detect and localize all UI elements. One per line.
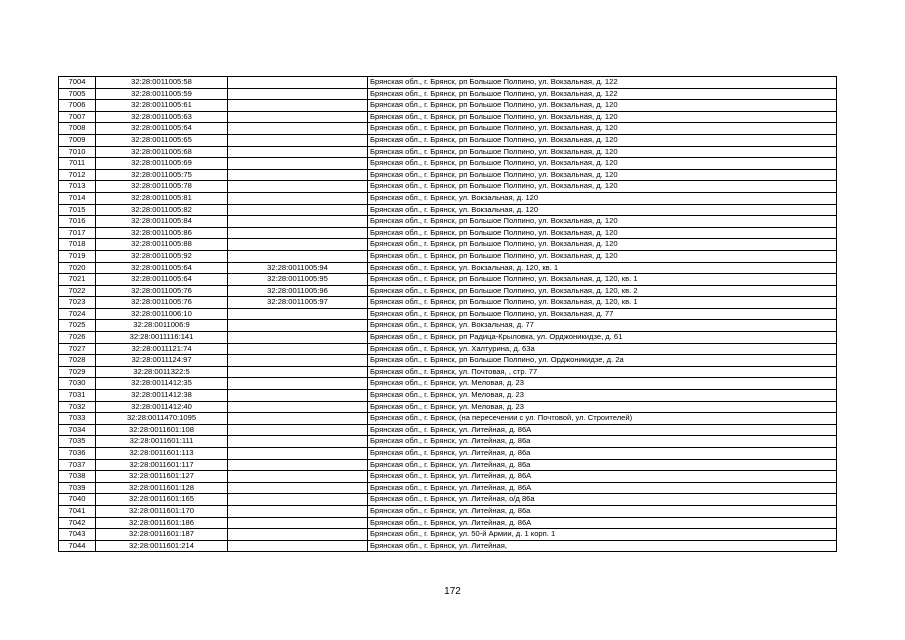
row-number-cell: 7009 bbox=[59, 134, 96, 146]
cadastral-number-cell: 32:28:0011412:35 bbox=[96, 378, 228, 390]
address-cell: Брянская обл., г. Брянск, рп Большое Полпино, ул. Вокзальная, д. 120 bbox=[368, 111, 837, 123]
linked-cadastral-number-cell bbox=[228, 227, 368, 239]
address-cell: Брянская обл., г. Брянск, ул. Литейная, д. 86а bbox=[368, 448, 837, 460]
document-sheet bbox=[58, 76, 837, 552]
linked-cadastral-number-cell bbox=[228, 158, 368, 170]
linked-cadastral-number-cell bbox=[228, 390, 368, 402]
table-row bbox=[59, 169, 837, 181]
table-row bbox=[59, 448, 837, 460]
address-cell: Брянская обл., г. Брянск, ул. Халтурина, д. 63а bbox=[368, 343, 837, 355]
table-row bbox=[59, 320, 837, 332]
cadastral-number-cell: 32:28:0011005:81 bbox=[96, 192, 228, 204]
address-cell: Брянская обл., г. Брянск, ул. Литейная, д. 86а bbox=[368, 459, 837, 471]
linked-cadastral-number-cell: 32:28:0011005:97 bbox=[228, 297, 368, 309]
table-row bbox=[59, 239, 837, 251]
row-number-cell: 7031 bbox=[59, 390, 96, 402]
cadastral-number-cell: 32:28:0011005:64 bbox=[96, 262, 228, 274]
row-number-cell: 7037 bbox=[59, 459, 96, 471]
row-number-cell: 7028 bbox=[59, 355, 96, 367]
row-number-cell: 7038 bbox=[59, 471, 96, 483]
address-cell: Брянская обл., г. Брянск, (на пересечении с ул. Почтовой, ул. Строителей) bbox=[368, 413, 837, 425]
address-cell: Брянская обл., г. Брянск, ул. Вокзальная, д. 77 bbox=[368, 320, 837, 332]
cadastral-number-cell: 32:28:0011470:1095 bbox=[96, 413, 228, 425]
cadastral-number-cell: 32:28:0011601:127 bbox=[96, 471, 228, 483]
row-number-cell: 7007 bbox=[59, 111, 96, 123]
linked-cadastral-number-cell bbox=[228, 123, 368, 135]
cadastral-number-cell: 32:28:0011005:61 bbox=[96, 100, 228, 112]
linked-cadastral-number-cell bbox=[228, 332, 368, 344]
cadastral-number-cell: 32:28:0011005:76 bbox=[96, 297, 228, 309]
table-row bbox=[59, 123, 837, 135]
table-row bbox=[59, 181, 837, 193]
cadastral-number-cell: 32:28:0011601:187 bbox=[96, 529, 228, 541]
row-number-cell: 7008 bbox=[59, 123, 96, 135]
row-number-cell: 7022 bbox=[59, 285, 96, 297]
table-row bbox=[59, 471, 837, 483]
table-row bbox=[59, 366, 837, 378]
address-cell: Брянская обл., г. Брянск, рп Большое Полпино, ул. Вокзальная, д. 120, кв. 1 bbox=[368, 274, 837, 286]
cadastral-number-cell: 32:28:0011322:5 bbox=[96, 366, 228, 378]
table-row bbox=[59, 146, 837, 158]
linked-cadastral-number-cell bbox=[228, 517, 368, 529]
table-row bbox=[59, 227, 837, 239]
table-row bbox=[59, 262, 837, 274]
row-number-cell: 7012 bbox=[59, 169, 96, 181]
address-cell: Брянская обл., г. Брянск, ул. Литейная, д. 86А bbox=[368, 471, 837, 483]
registry-table bbox=[58, 76, 837, 552]
table-row bbox=[59, 308, 837, 320]
table-row bbox=[59, 158, 837, 170]
row-number-cell: 7015 bbox=[59, 204, 96, 216]
row-number-cell: 7016 bbox=[59, 216, 96, 228]
cadastral-number-cell: 32:28:0011412:40 bbox=[96, 401, 228, 413]
address-cell: Брянская обл., г. Брянск, ул. Почтовая, , стр. 77 bbox=[368, 366, 837, 378]
cadastral-number-cell: 32:28:0011005:76 bbox=[96, 285, 228, 297]
address-cell: Брянская обл., г. Брянск, рп Большое Полпино, ул. Вокзальная, д. 77 bbox=[368, 308, 837, 320]
cadastral-number-cell: 32:28:0011124:97 bbox=[96, 355, 228, 367]
cadastral-number-cell: 32:28:0011005:65 bbox=[96, 134, 228, 146]
linked-cadastral-number-cell bbox=[228, 216, 368, 228]
cadastral-number-cell: 32:28:0011005:78 bbox=[96, 181, 228, 193]
linked-cadastral-number-cell bbox=[228, 471, 368, 483]
row-number-cell: 7034 bbox=[59, 424, 96, 436]
linked-cadastral-number-cell bbox=[228, 448, 368, 460]
row-number-cell: 7026 bbox=[59, 332, 96, 344]
linked-cadastral-number-cell: 32:28:0011005:94 bbox=[228, 262, 368, 274]
row-number-cell: 7043 bbox=[59, 529, 96, 541]
address-cell: Брянская обл., г. Брянск, ул. Вокзальная, д. 120 bbox=[368, 192, 837, 204]
table-row bbox=[59, 390, 837, 402]
linked-cadastral-number-cell bbox=[228, 192, 368, 204]
linked-cadastral-number-cell bbox=[228, 146, 368, 158]
row-number-cell: 7036 bbox=[59, 448, 96, 460]
cadastral-number-cell: 32:28:0011601:165 bbox=[96, 494, 228, 506]
registry-table-body bbox=[59, 77, 837, 552]
row-number-cell: 7019 bbox=[59, 250, 96, 262]
row-number-cell: 7020 bbox=[59, 262, 96, 274]
linked-cadastral-number-cell bbox=[228, 494, 368, 506]
table-row bbox=[59, 274, 837, 286]
row-number-cell: 7011 bbox=[59, 158, 96, 170]
cadastral-number-cell: 32:28:0011005:59 bbox=[96, 88, 228, 100]
table-row bbox=[59, 459, 837, 471]
linked-cadastral-number-cell bbox=[228, 378, 368, 390]
linked-cadastral-number-cell: 32:28:0011005:95 bbox=[228, 274, 368, 286]
linked-cadastral-number-cell bbox=[228, 77, 368, 89]
table-row bbox=[59, 517, 837, 529]
cadastral-number-cell: 32:28:0011601:214 bbox=[96, 540, 228, 552]
table-row bbox=[59, 134, 837, 146]
address-cell: Брянская обл., г. Брянск, рп Большое Полпино, ул. Вокзальная, д. 120 bbox=[368, 216, 837, 228]
linked-cadastral-number-cell bbox=[228, 308, 368, 320]
table-row bbox=[59, 540, 837, 552]
row-number-cell: 7013 bbox=[59, 181, 96, 193]
table-row bbox=[59, 505, 837, 517]
address-cell: Брянская обл., г. Брянск, ул. Литейная, д. 86А bbox=[368, 517, 837, 529]
address-cell: Брянская обл., г. Брянск, рп Большое Полпино, ул. Вокзальная, д. 120 bbox=[368, 158, 837, 170]
linked-cadastral-number-cell bbox=[228, 459, 368, 471]
row-number-cell: 7010 bbox=[59, 146, 96, 158]
address-cell: Брянская обл., г. Брянск, рп Большое Полпино, ул. Вокзальная, д. 122 bbox=[368, 88, 837, 100]
linked-cadastral-number-cell bbox=[228, 436, 368, 448]
cadastral-number-cell: 32:28:0011006:9 bbox=[96, 320, 228, 332]
table-row bbox=[59, 297, 837, 309]
address-cell: Брянская обл., г. Брянск, ул. Литейная, д. 86а bbox=[368, 436, 837, 448]
address-cell: Брянская обл., г. Брянск, ул. Меловая, д. 23 bbox=[368, 401, 837, 413]
row-number-cell: 7029 bbox=[59, 366, 96, 378]
cadastral-number-cell: 32:28:0011005:68 bbox=[96, 146, 228, 158]
address-cell: Брянская обл., г. Брянск, ул. 50-й Армии, д. 1 корп. 1 bbox=[368, 529, 837, 541]
address-cell: Брянская обл., г. Брянск, рп Большое Полпино, ул. Вокзальная, д. 120 bbox=[368, 227, 837, 239]
row-number-cell: 7035 bbox=[59, 436, 96, 448]
table-row bbox=[59, 88, 837, 100]
linked-cadastral-number-cell bbox=[228, 239, 368, 251]
address-cell: Брянская обл., г. Брянск, рп Большое Полпино, ул. Вокзальная, д. 120 bbox=[368, 250, 837, 262]
linked-cadastral-number-cell bbox=[228, 482, 368, 494]
cadastral-number-cell: 32:28:0011601:111 bbox=[96, 436, 228, 448]
address-cell: Брянская обл., г. Брянск, рп Большое Полпино, ул. Вокзальная, д. 120, кв. 2 bbox=[368, 285, 837, 297]
cadastral-number-cell: 32:28:0011412:38 bbox=[96, 390, 228, 402]
cadastral-number-cell: 32:28:0011601:117 bbox=[96, 459, 228, 471]
row-number-cell: 7039 bbox=[59, 482, 96, 494]
linked-cadastral-number-cell bbox=[228, 204, 368, 216]
address-cell: Брянская обл., г. Брянск, ул. Литейная, о/д 86а bbox=[368, 494, 837, 506]
row-number-cell: 7018 bbox=[59, 239, 96, 251]
table-row bbox=[59, 378, 837, 390]
row-number-cell: 7032 bbox=[59, 401, 96, 413]
row-number-cell: 7005 bbox=[59, 88, 96, 100]
cadastral-number-cell: 32:28:0011005:63 bbox=[96, 111, 228, 123]
linked-cadastral-number-cell bbox=[228, 366, 368, 378]
linked-cadastral-number-cell bbox=[228, 320, 368, 332]
address-cell: Брянская обл., г. Брянск, рп Большое Полпино, ул. Орджоникидзе, д. 2а bbox=[368, 355, 837, 367]
table-row bbox=[59, 529, 837, 541]
table-row bbox=[59, 192, 837, 204]
table-row bbox=[59, 77, 837, 89]
row-number-cell: 7006 bbox=[59, 100, 96, 112]
address-cell: Брянская обл., г. Брянск, ул. Литейная, bbox=[368, 540, 837, 552]
linked-cadastral-number-cell bbox=[228, 88, 368, 100]
address-cell: Брянская обл., г. Брянск, рп Большое Полпино, ул. Вокзальная, д. 120, кв. 1 bbox=[368, 297, 837, 309]
table-row bbox=[59, 343, 837, 355]
cadastral-number-cell: 32:28:0011005:86 bbox=[96, 227, 228, 239]
cadastral-number-cell: 32:28:0011005:64 bbox=[96, 274, 228, 286]
cadastral-number-cell: 32:28:0011005:82 bbox=[96, 204, 228, 216]
table-row bbox=[59, 216, 837, 228]
linked-cadastral-number-cell bbox=[228, 355, 368, 367]
cadastral-number-cell: 32:28:0011005:92 bbox=[96, 250, 228, 262]
row-number-cell: 7041 bbox=[59, 505, 96, 517]
linked-cadastral-number-cell bbox=[228, 401, 368, 413]
address-cell: Брянская обл., г. Брянск, рп Большое Полпино, ул. Вокзальная, д. 120 bbox=[368, 239, 837, 251]
linked-cadastral-number-cell bbox=[228, 134, 368, 146]
row-number-cell: 7023 bbox=[59, 297, 96, 309]
row-number-cell: 7021 bbox=[59, 274, 96, 286]
table-row bbox=[59, 355, 837, 367]
cadastral-number-cell: 32:28:0011601:170 bbox=[96, 505, 228, 517]
row-number-cell: 7044 bbox=[59, 540, 96, 552]
linked-cadastral-number-cell bbox=[228, 505, 368, 517]
table-row bbox=[59, 111, 837, 123]
address-cell: Брянская обл., г. Брянск, ул. Литейная, д. 86а bbox=[368, 505, 837, 517]
table-row bbox=[59, 413, 837, 425]
linked-cadastral-number-cell bbox=[228, 540, 368, 552]
cadastral-number-cell: 32:28:0011601:128 bbox=[96, 482, 228, 494]
address-cell: Брянская обл., г. Брянск, рп Большое Полпино, ул. Вокзальная, д. 120 bbox=[368, 134, 837, 146]
cadastral-number-cell: 32:28:0011005:75 bbox=[96, 169, 228, 181]
table-row bbox=[59, 332, 837, 344]
address-cell: Брянская обл., г. Брянск, рп Большое Полпино, ул. Вокзальная, д. 122 bbox=[368, 77, 837, 89]
table-row bbox=[59, 100, 837, 112]
linked-cadastral-number-cell bbox=[228, 100, 368, 112]
table-row bbox=[59, 436, 837, 448]
linked-cadastral-number-cell bbox=[228, 111, 368, 123]
linked-cadastral-number-cell bbox=[228, 250, 368, 262]
address-cell: Брянская обл., г. Брянск, ул. Литейная, д. 86А bbox=[368, 424, 837, 436]
linked-cadastral-number-cell bbox=[228, 169, 368, 181]
table-row bbox=[59, 424, 837, 436]
linked-cadastral-number-cell bbox=[228, 424, 368, 436]
cadastral-number-cell: 32:28:0011005:84 bbox=[96, 216, 228, 228]
linked-cadastral-number-cell bbox=[228, 181, 368, 193]
table-row bbox=[59, 250, 837, 262]
table-row bbox=[59, 494, 837, 506]
cadastral-number-cell: 32:28:0011005:88 bbox=[96, 239, 228, 251]
table-row bbox=[59, 401, 837, 413]
address-cell: Брянская обл., г. Брянск, ул. Меловая, д. 23 bbox=[368, 378, 837, 390]
linked-cadastral-number-cell bbox=[228, 343, 368, 355]
cadastral-number-cell: 32:28:0011116:141 bbox=[96, 332, 228, 344]
row-number-cell: 7030 bbox=[59, 378, 96, 390]
row-number-cell: 7040 bbox=[59, 494, 96, 506]
address-cell: Брянская обл., г. Брянск, рп Большое Полпино, ул. Вокзальная, д. 120 bbox=[368, 146, 837, 158]
address-cell: Брянская обл., г. Брянск, ул. Вокзальная, д. 120 bbox=[368, 204, 837, 216]
linked-cadastral-number-cell: 32:28:0011005:96 bbox=[228, 285, 368, 297]
row-number-cell: 7004 bbox=[59, 77, 96, 89]
address-cell: Брянская обл., г. Брянск, ул. Литейная, д. 86А bbox=[368, 482, 837, 494]
row-number-cell: 7014 bbox=[59, 192, 96, 204]
cadastral-number-cell: 32:28:0011005:64 bbox=[96, 123, 228, 135]
cadastral-number-cell: 32:28:0011006:10 bbox=[96, 308, 228, 320]
cadastral-number-cell: 32:28:0011601:108 bbox=[96, 424, 228, 436]
row-number-cell: 7025 bbox=[59, 320, 96, 332]
cadastral-number-cell: 32:28:0011601:186 bbox=[96, 517, 228, 529]
cadastral-number-cell: 32:28:0011121:74 bbox=[96, 343, 228, 355]
cadastral-number-cell: 32:28:0011005:69 bbox=[96, 158, 228, 170]
address-cell: Брянская обл., г. Брянск, рп Большое Полпино, ул. Вокзальная, д. 120 bbox=[368, 123, 837, 135]
row-number-cell: 7042 bbox=[59, 517, 96, 529]
row-number-cell: 7033 bbox=[59, 413, 96, 425]
address-cell: Брянская обл., г. Брянск, ул. Вокзальная, д. 120, кв. 1 bbox=[368, 262, 837, 274]
address-cell: Брянская обл., г. Брянск, ул. Меловая, д. 23 bbox=[368, 390, 837, 402]
address-cell: Брянская обл., г. Брянск, рп Большое Полпино, ул. Вокзальная, д. 120 bbox=[368, 169, 837, 181]
row-number-cell: 7017 bbox=[59, 227, 96, 239]
table-row bbox=[59, 204, 837, 216]
linked-cadastral-number-cell bbox=[228, 413, 368, 425]
address-cell: Брянская обл., г. Брянск, рп Большое Полпино, ул. Вокзальная, д. 120 bbox=[368, 100, 837, 112]
table-row bbox=[59, 285, 837, 297]
address-cell: Брянская обл., г. Брянск, рп Большое Полпино, ул. Вокзальная, д. 120 bbox=[368, 181, 837, 193]
cadastral-number-cell: 32:28:0011601:113 bbox=[96, 448, 228, 460]
table-row bbox=[59, 482, 837, 494]
address-cell: Брянская обл., г. Брянск, рп Радица-Крыловка, ул. Орджоникидзе, д. 61 bbox=[368, 332, 837, 344]
page-number: 172 bbox=[444, 586, 461, 597]
cadastral-number-cell: 32:28:0011005:58 bbox=[96, 77, 228, 89]
linked-cadastral-number-cell bbox=[228, 529, 368, 541]
row-number-cell: 7024 bbox=[59, 308, 96, 320]
row-number-cell: 7027 bbox=[59, 343, 96, 355]
